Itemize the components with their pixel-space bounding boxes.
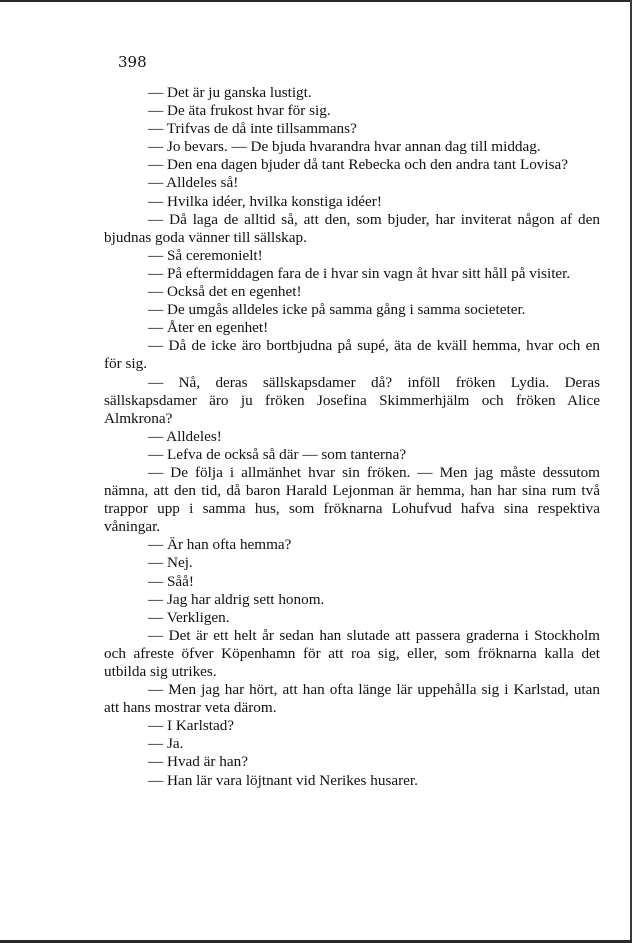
dialogue-line: — Hvilka idéer, hvilka konstiga idéer! bbox=[148, 192, 382, 210]
dialogue-line: — De äta frukost hvar för sig. bbox=[148, 102, 331, 120]
page-edge-top bbox=[0, 0, 632, 2]
dialogue-line: — Också det en egenhet! bbox=[148, 283, 302, 301]
dialogue-line: — Det är ett helt år sedan han slutade att passera graderna i Stockholm och afreste öfver Köpenhamn för att roa sig, eller, som fröknarna kalla det utbilda sig utrikes. bbox=[104, 626, 600, 680]
dialogue-line: — Nej. bbox=[148, 554, 193, 572]
dialogue-line: — Lefva de också så där — som tanterna? bbox=[148, 445, 407, 463]
dialogue-line: — Jo bevars. — De bjuda hvarandra hvar annan dag till middag. bbox=[148, 138, 541, 156]
page-number: 398 bbox=[118, 53, 147, 71]
dialogue-line: — Alldeles! bbox=[148, 427, 222, 445]
dialogue-line: — De umgås alldeles icke på samma gång i samma societeter. bbox=[148, 301, 526, 319]
dialogue-line: — I Karlstad? bbox=[148, 717, 235, 735]
dialogue-line: — Ja. bbox=[148, 735, 184, 753]
dialogue-line: — Trifvas de då inte tillsammans? bbox=[148, 120, 357, 138]
dialogue-line: — På eftermiddagen fara de i hvar sin vagn åt hvar sitt håll på visiter. bbox=[148, 264, 571, 282]
dialogue-line: — Så ceremonielt! bbox=[148, 246, 263, 264]
dialogue-line: — Jag har aldrig sett honom. bbox=[148, 590, 325, 608]
body-text bbox=[104, 84, 600, 790]
dialogue-line: — Då de icke äro bortbjudna på supé, äta de kväll hemma, hvar och en för sig. bbox=[104, 337, 600, 373]
dialogue-line: — Han lär vara löjtnant vid Nerikes husarer. bbox=[148, 771, 418, 789]
dialogue-line: — Det är ju ganska lustigt. bbox=[148, 84, 312, 101]
dialogue-line: — Hvad är han? bbox=[148, 753, 248, 771]
dialogue-line: — Den ena dagen bjuder då tant Rebecka och den andra tant Lovisa? bbox=[148, 156, 569, 174]
dialogue-line: — Nå, deras sällskapsdamer då? inföll fröken Lydia. Deras sällskapsdamer äro ju fröken Josefina Skimmerhjälm och fröken Alice Almkrona? bbox=[104, 373, 600, 427]
dialogue-line: — Men jag har hört, att han ofta länge lär uppehålla sig i Karlstad, utan att hans mostrar veta därom. bbox=[104, 681, 600, 717]
dialogue-line: — Då laga de alltid så, att den, som bjuder, har inviterat någon af den bjudnas goda vänner till sällskap. bbox=[104, 210, 600, 246]
dialogue-line: — De följa i allmänhet hvar sin fröken. — Men jag måste dessutom nämna, att den tid, då baron Harald Lejonman är hemma, han har sina rum två trappor upp i samma hus, som fröknarna Lohufvud hafva sina respektiva våningar. bbox=[104, 463, 600, 536]
dialogue-line: — Såå! bbox=[148, 572, 194, 590]
dialogue-line: — Alldeles så! bbox=[148, 174, 239, 192]
dialogue-line: — Är han ofta hemma? bbox=[148, 536, 292, 554]
dialogue-line: — Åter en egenhet! bbox=[148, 319, 269, 337]
dialogue-line: — Verkligen. bbox=[148, 608, 230, 626]
